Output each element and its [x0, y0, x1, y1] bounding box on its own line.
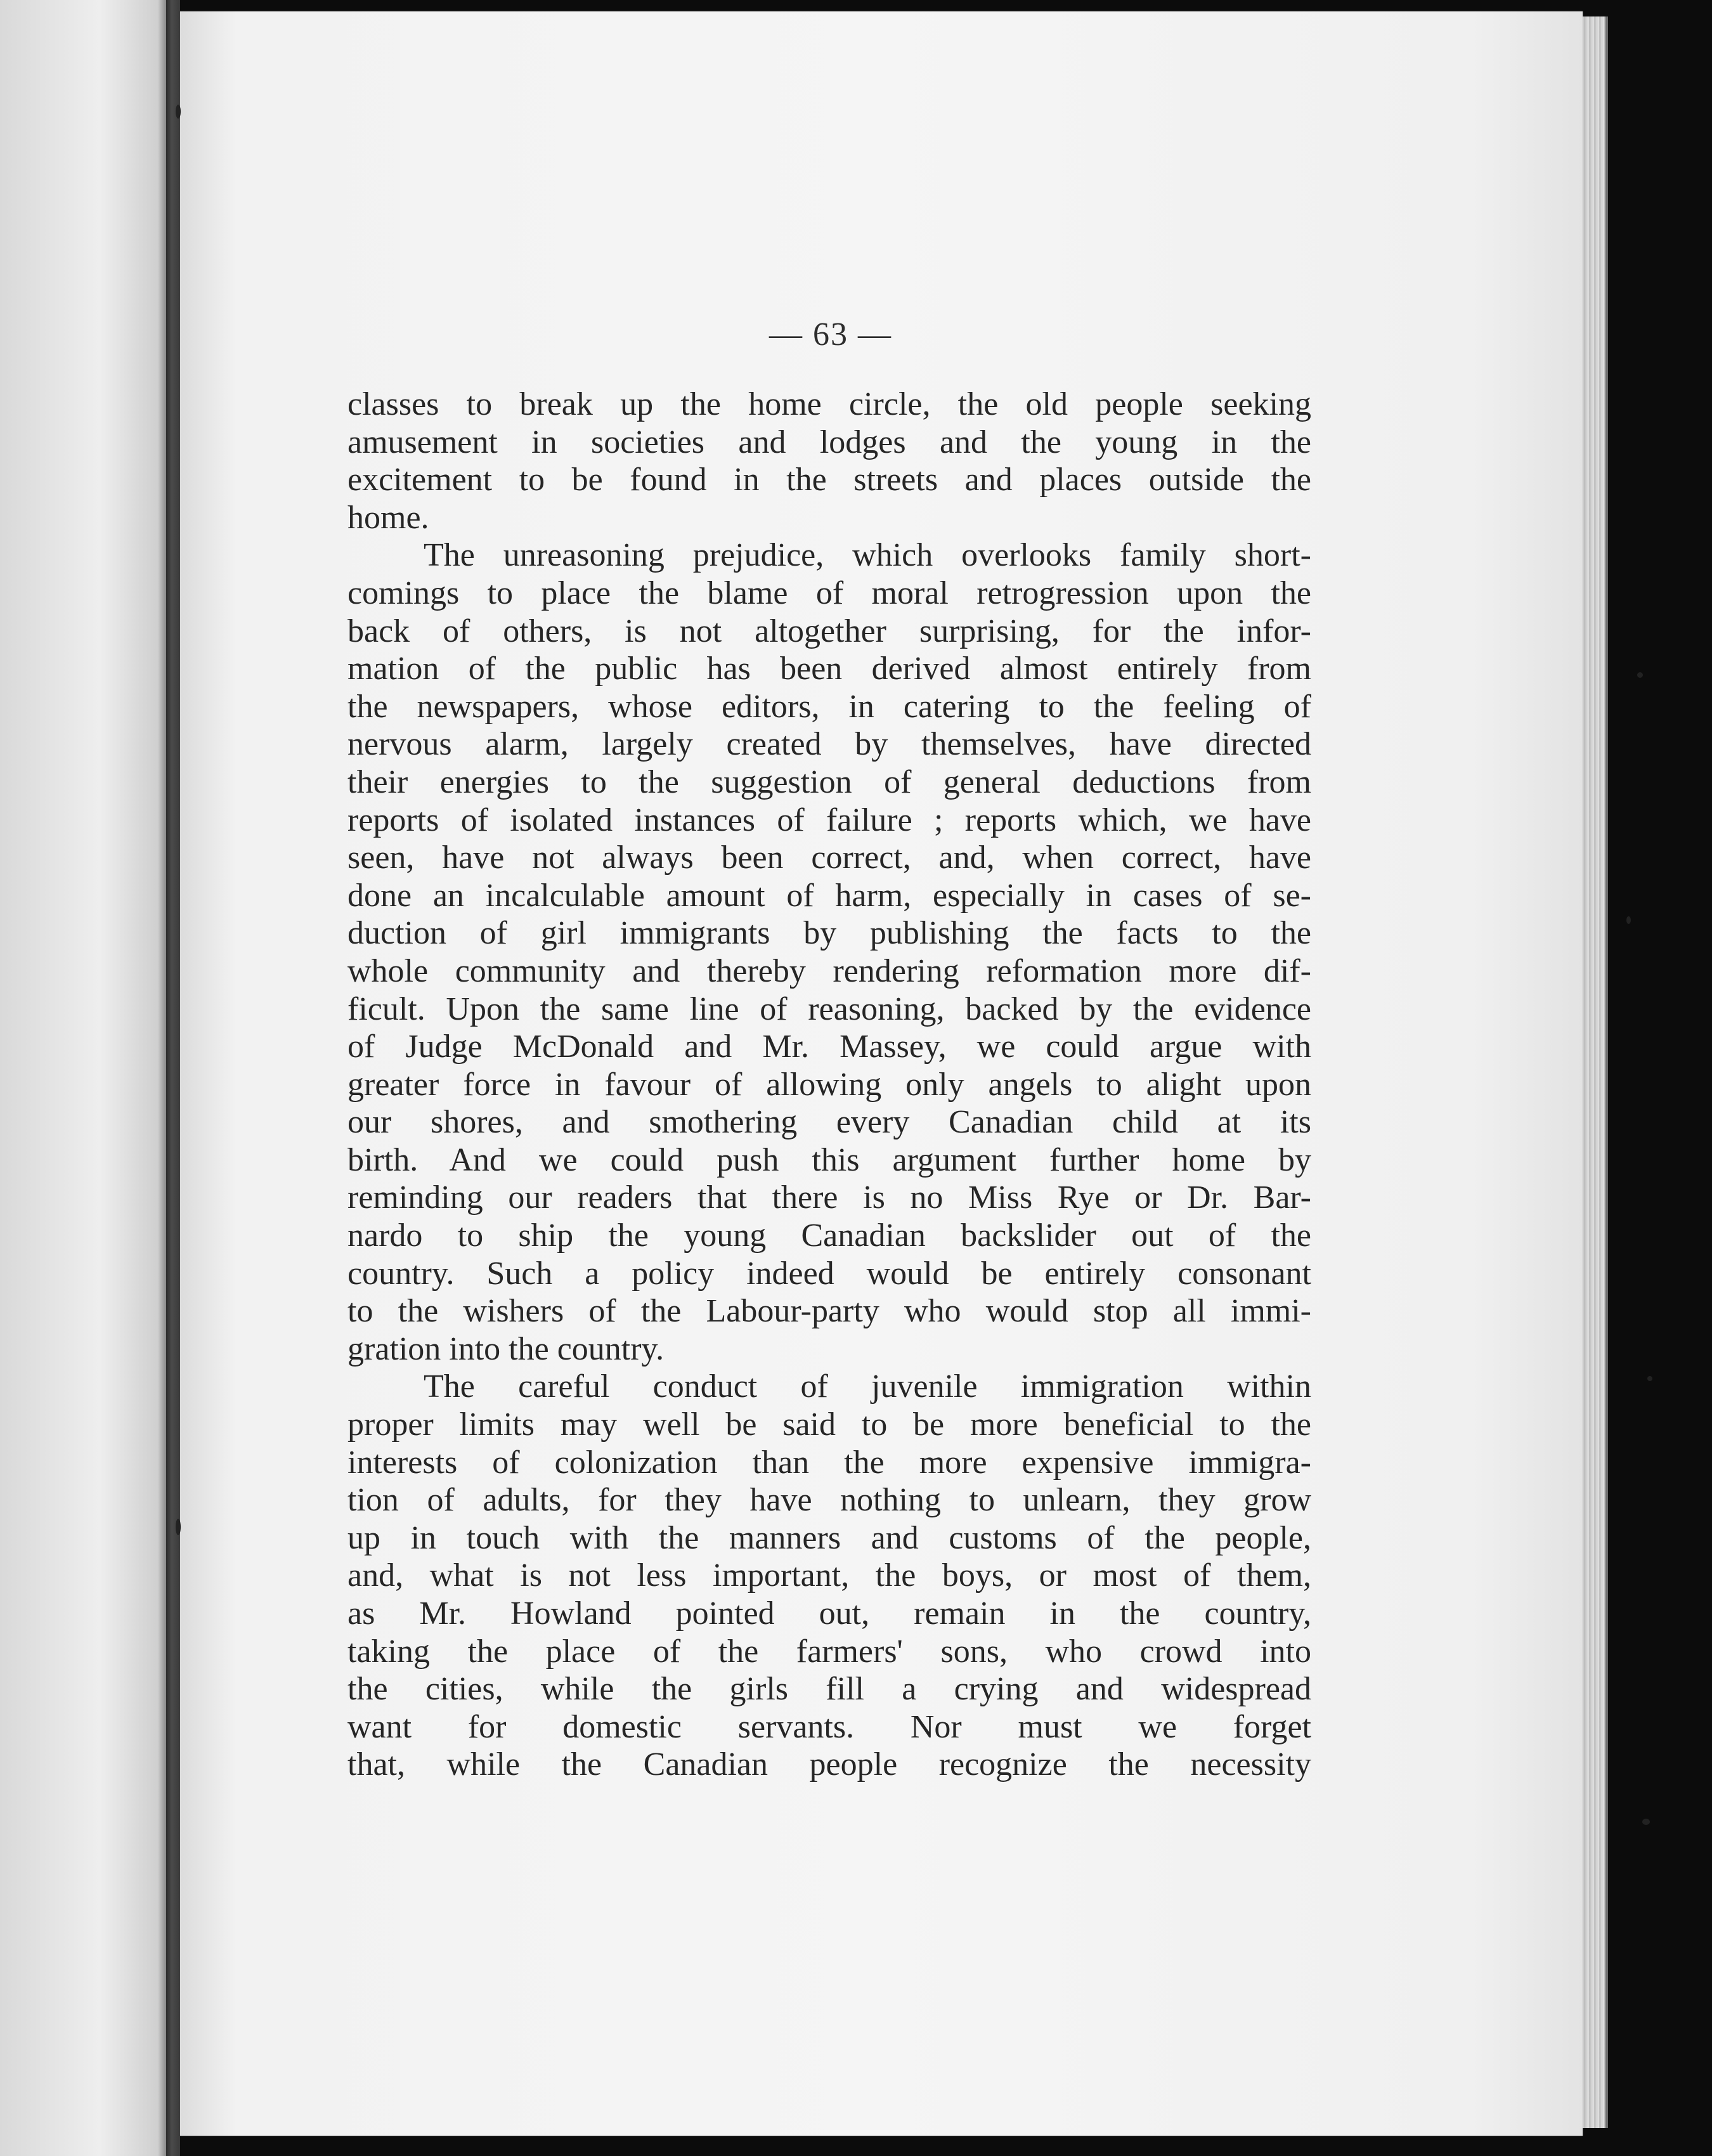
- text-line: ficult. Upon the same line of reasoning, backed by the evidence: [347, 990, 1311, 1027]
- text-line: taking the place of the farmers' sons, who crowd into: [347, 1633, 1311, 1670]
- text-line: done an incalculable amount of harm, especially in cases of se-: [347, 877, 1311, 914]
- text-line: back of others, is not altogether surprising, for the infor-: [347, 613, 1311, 649]
- body-text: [347, 386, 1311, 1784]
- text-line: our shores, and smothering every Canadian child at its: [347, 1104, 1311, 1141]
- scan-speck: [1637, 672, 1643, 678]
- scan-speck: [1647, 1376, 1652, 1381]
- text-line: their energies to the suggestion of general deductions from: [347, 763, 1311, 800]
- text-line: country. Such a policy indeed would be entirely consonant: [347, 1255, 1311, 1292]
- text-line: greater force in favour of allowing only angels to alight upon: [347, 1066, 1311, 1103]
- text-line: interests of colonization than the more expensive immigra-: [347, 1444, 1311, 1481]
- text-line: The unreasoning prejudice, which overlooks family short-: [424, 537, 1311, 574]
- text-line: reminding our readers that there is no Miss Rye or Dr. Bar-: [347, 1179, 1311, 1216]
- previous-page-edge: [0, 0, 166, 2156]
- text-line: comings to place the blame of moral retrogression upon the: [347, 575, 1311, 611]
- text-line: The careful conduct of juvenile immigration within: [424, 1368, 1311, 1405]
- scan-speck: [176, 1519, 181, 1535]
- text-line: tion of adults, for they have nothing to unlearn, they grow: [347, 1482, 1311, 1519]
- text-line: of Judge McDonald and Mr. Massey, we could argue with: [347, 1029, 1311, 1065]
- text-line: want for domestic servants. Nor must we forget: [347, 1708, 1311, 1745]
- text-line: home.: [347, 499, 429, 536]
- scan-speck: [176, 105, 181, 119]
- scan-speck: [1642, 1819, 1650, 1825]
- book-gutter: [166, 0, 180, 2156]
- text-line: the newspapers, whose editors, in catering to the feeling of: [347, 688, 1311, 725]
- scan-speck: [1626, 916, 1631, 924]
- page-number: — 63 —: [769, 316, 892, 353]
- text-line: classes to break up the home circle, the old people seeking: [347, 386, 1311, 422]
- text-line: nardo to ship the young Canadian backslider out of the: [347, 1218, 1311, 1254]
- text-line: to the wishers of the Labour-party who would stop all immi-: [347, 1293, 1311, 1330]
- text-line: excitement to be found in the streets and places outside the: [347, 462, 1311, 498]
- text-line: as Mr. Howland pointed out, remain in the country,: [347, 1595, 1311, 1632]
- text-line: and, what is not less important, the boys, or most of them,: [347, 1557, 1311, 1594]
- text-line: amusement in societies and lodges and the young in the: [347, 424, 1311, 460]
- text-line: up in touch with the manners and customs of the people,: [347, 1519, 1311, 1556]
- text-line: gration into the country.: [347, 1330, 665, 1367]
- text-line: proper limits may well be said to be more beneficial to the: [347, 1406, 1311, 1443]
- text-line: that, while the Canadian people recognize the necessity: [347, 1746, 1311, 1783]
- text-line: reports of isolated instances of failure ; reports which, we have: [347, 802, 1311, 838]
- text-line: nervous alarm, largely created by themselves, have directed: [347, 726, 1311, 763]
- text-line: whole community and thereby rendering reformation more dif-: [347, 952, 1311, 989]
- text-line: the cities, while the girls fill a crying and widespread: [347, 1671, 1311, 1708]
- text-line: seen, have not always been correct, and, when correct, have: [347, 840, 1311, 876]
- text-line: birth. And we could push this argument further home by: [347, 1141, 1311, 1178]
- text-line: mation of the public has been derived almost entirely from: [347, 651, 1311, 687]
- text-line: duction of girl immigrants by publishing the facts to the: [347, 915, 1311, 952]
